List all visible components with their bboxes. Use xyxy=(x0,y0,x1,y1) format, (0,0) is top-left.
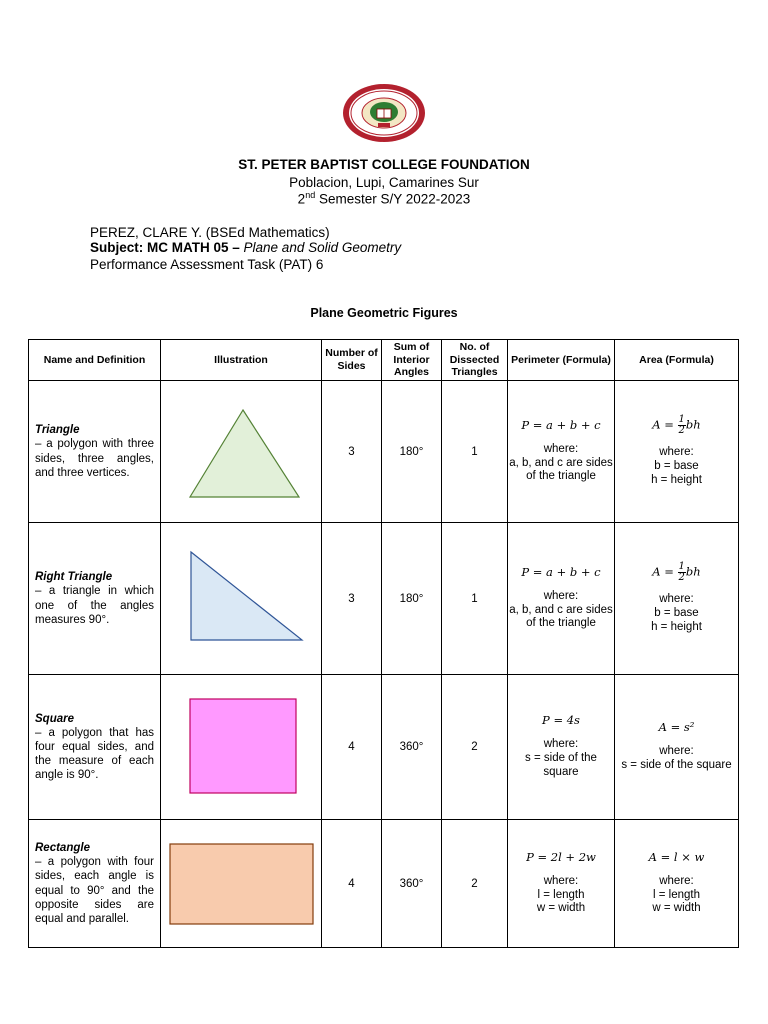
area-fraction xyxy=(678,415,686,436)
angles-value: 180° xyxy=(382,523,442,675)
illustration-cell xyxy=(161,675,322,820)
sides-value: 3 xyxy=(322,381,382,523)
figure-name: Square xyxy=(35,712,74,725)
perimeter-formula: P = 4s xyxy=(542,713,580,728)
table-row xyxy=(29,523,739,675)
definition-cell xyxy=(29,381,161,523)
area-where: where: xyxy=(659,745,694,758)
sides-value: 4 xyxy=(322,675,382,820)
area-lhs: A = xyxy=(652,564,674,579)
area-cell xyxy=(615,381,739,523)
perimeter-description: s = side of the square xyxy=(525,752,597,778)
area-description-height: h = height xyxy=(651,620,702,633)
figure-name: Triangle xyxy=(35,424,80,437)
area-description-base: b = base xyxy=(654,460,699,473)
figures-table xyxy=(28,339,739,948)
definition-cell xyxy=(29,820,161,948)
perimeter-where: where: xyxy=(543,589,579,602)
header-name: Name and Definition xyxy=(29,340,161,381)
task-title: Performance Assessment Task (PAT) 6 xyxy=(90,257,324,272)
sides-value: 4 xyxy=(322,820,382,948)
area-where: where: xyxy=(659,593,694,606)
sides-value: 3 xyxy=(322,523,382,675)
header-sides: Number of Sides xyxy=(322,340,382,381)
school-address: Poblacion, Lupi, Camarines Sur xyxy=(289,175,479,190)
table-title: Plane Geometric Figures xyxy=(310,306,458,320)
area-formula xyxy=(615,415,738,436)
perimeter-where: where: xyxy=(543,738,579,751)
perimeter-formula: P = a + b + c xyxy=(521,417,601,432)
college-seal-logo xyxy=(342,83,426,143)
perimeter-cell xyxy=(508,675,615,820)
school-name: ST. PETER BAPTIST COLLEGE FOUNDATION xyxy=(238,157,530,172)
fraction-numerator: 1 xyxy=(678,561,685,573)
triangle-illustration xyxy=(161,381,322,522)
perimeter-where: where: xyxy=(543,442,579,455)
figure-definition: – a triangle in which one of the angles measures 90°. xyxy=(35,585,154,626)
perimeter-description-length: l = length xyxy=(537,888,585,901)
area-cell xyxy=(615,523,739,675)
triangles-value: 1 xyxy=(442,381,508,523)
area-description: s = side of the square xyxy=(621,758,732,771)
perimeter-description: a, b, and c are sides of the triangle xyxy=(509,603,613,630)
table-row xyxy=(29,381,739,523)
area-formula xyxy=(615,562,738,583)
semester-line xyxy=(0,190,768,207)
figure-definition: – a polygon with three sides, three angles, and three vertices. xyxy=(35,438,154,479)
triangles-value: 2 xyxy=(442,820,508,948)
figure-name: Rectangle xyxy=(35,842,90,855)
area-where: where: xyxy=(659,874,694,887)
subject-title: Plane and Solid Geometry xyxy=(243,240,402,255)
illustration-cell xyxy=(161,523,322,675)
perimeter-cell xyxy=(508,523,615,675)
figure-definition: – a polygon that has four equal sides, and the measure of each angle is 90°. xyxy=(35,726,154,782)
area-formula: A = s² xyxy=(658,720,695,735)
rectangle-illustration xyxy=(161,820,322,947)
header-illustration: Illustration xyxy=(161,340,322,381)
subject-line xyxy=(90,240,401,255)
area-rhs: bh xyxy=(685,417,701,432)
triangles-value: 2 xyxy=(442,675,508,820)
header-perimeter: Perimeter (Formula) xyxy=(508,340,615,381)
semester-ordinal: 2 xyxy=(297,191,306,207)
header-triangles: No. of Dissected Triangles xyxy=(442,340,508,381)
subject-label: Subject: MC MATH 05 – xyxy=(90,240,244,255)
table-row xyxy=(29,820,739,948)
student-name: PEREZ, CLARE Y. (BSEd Mathematics) xyxy=(90,225,330,240)
perimeter-where: where: xyxy=(543,874,579,887)
fraction-denominator: 2 xyxy=(678,425,685,437)
angles-value: 360° xyxy=(382,820,442,948)
area-formula: A = l × w xyxy=(648,849,705,864)
perimeter-description: a, b, and c are sides of the triangle xyxy=(509,456,613,483)
area-rhs: bh xyxy=(685,564,701,579)
fraction-denominator: 2 xyxy=(678,572,685,584)
area-lhs: A = xyxy=(652,417,674,432)
perimeter-formula: P = 2l + 2w xyxy=(526,849,596,864)
right-triangle-illustration xyxy=(161,523,322,674)
perimeter-cell xyxy=(508,381,615,523)
table-row xyxy=(29,675,739,820)
area-where: where: xyxy=(659,446,694,459)
area-description-length: l = length xyxy=(653,888,700,901)
area-description-base: b = base xyxy=(654,607,699,620)
figure-definition: – a polygon with four sides, each angle is equal to 90° and the opposite sides are equal and parallel. xyxy=(35,856,154,925)
header-area: Area (Formula) xyxy=(615,340,739,381)
header-angles: Sum of Interior Angles xyxy=(382,340,442,381)
angles-value: 180° xyxy=(382,381,442,523)
table-header-row xyxy=(29,340,739,381)
area-description-height: h = height xyxy=(651,473,702,486)
perimeter-formula: P = a + b + c xyxy=(521,564,601,579)
definition-cell xyxy=(29,675,161,820)
area-cell xyxy=(615,675,739,820)
area-description-width: w = width xyxy=(652,902,701,915)
square-illustration xyxy=(161,675,322,819)
perimeter-description-width: w = width xyxy=(536,902,586,915)
angles-value: 360° xyxy=(382,675,442,820)
semester-text: Semester S/Y 2022-2023 xyxy=(315,191,471,207)
illustration-cell xyxy=(161,381,322,523)
area-cell xyxy=(615,820,739,948)
area-fraction xyxy=(678,562,686,583)
triangles-value: 1 xyxy=(442,523,508,675)
fraction-numerator: 1 xyxy=(678,414,685,426)
definition-cell xyxy=(29,523,161,675)
figure-name: Right Triangle xyxy=(35,571,113,584)
perimeter-cell xyxy=(508,820,615,948)
semester-suffix: nd xyxy=(305,190,316,200)
illustration-cell xyxy=(161,820,322,948)
